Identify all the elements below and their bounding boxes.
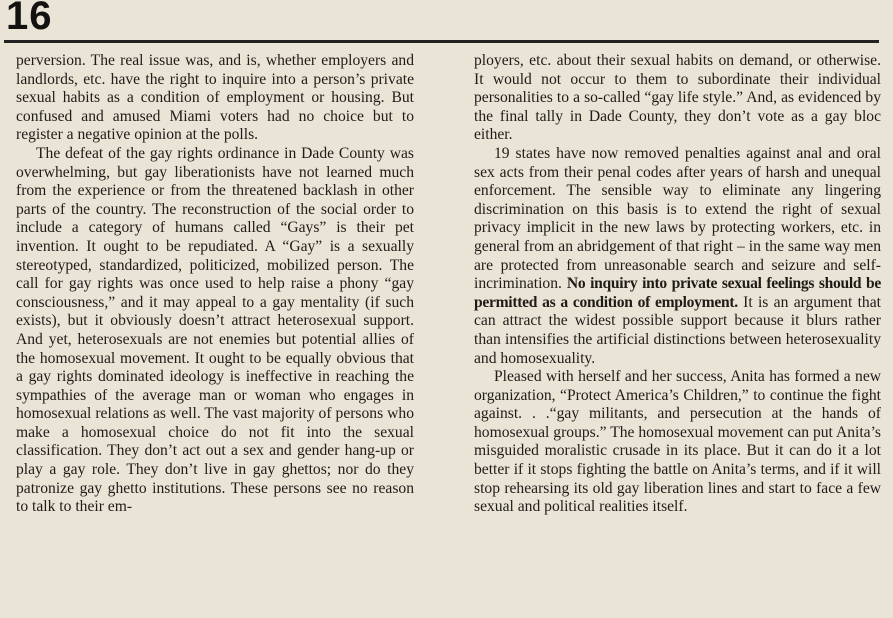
paragraph: Pleased with herself and her success, Anita has formed a new organization, “Protect America’s Children,” to continue the fight against. . .“gay militants, and persecution at the hands of homosexual groups.” The homosexual movement can put Anita’s misguided moralistic crusade in its place. But it can do it a lot better if it stops fighting the battle on Anita’s terms, and if it will stop rehearsing its old gay liberation lines and start to face a few sexual and political realities itself. [474,368,881,516]
paragraph: ployers, etc. about their sexual habits on demand, or otherwise. It would not occur to them to subordinate their individual personalities to a so-called “gay life style.” And, as evidenced by the final tally in Dade County, they don’t vote as a gay bloc either. [474,52,881,144]
paragraph: perversion. The real issue was, and is, whether employers and landlords, etc. have the right to inquire into a person’s private sexual habits as a condition of employment or housing. But confused and amused Miami voters had no choice but to register a negative opinion at the polls. [16,52,414,144]
paragraph-text: It is an argument that can attract the widest possible support because it blurs rather than intensifies the artificial distinctions between heterosexuality and homosexuality. [474,293,881,367]
header-rule [4,40,879,43]
page-number: 16 [6,0,53,38]
paragraph-text: 19 states have now removed penalties against anal and oral sex acts from their penal codes after years of harsh and unequal enforcement. The sensible way to eliminate any lingering discrimination on this basis is to extend the right of sexual privacy implicit in the new laws by protecting workers, etc. in general from an abridgement of that right – in the same way men are protected from unreasonable search and seizure and self-incrimination. [474,144,881,293]
paragraph [474,145,881,368]
left-column [16,52,414,517]
paragraph: The defeat of the gay rights ordinance in Dade County was overwhelming, but gay liberationists have not learned much from the experience or from the threatened backlash in other parts of the country. The reconstruction of the social order to include a category of humans called “Gays” is their pet invention. It ought to be repudiated. A “Gay” is a sexually stereotyped, standardized, politicized, mobilized person. The call for gay rights was once used to help raise a phony “gay consciousness,” and it may appeal to a gay mentality (if such exists), but it obviously doesn’t attract heterosexual support. And yet, heterosexuals are not enemies but potential allies of the homosexual movement. It ought to be equally obvious that a gay rights dominated ideology is ineffective in reaching the sympathies of the average man or woman who engages in homosexual relations as well. The vast majority of persons who make a homosexual choice do not fit into the sexual classification. They don’t act out a sex and gender hang-up or play a gay role. They don’t live in gay ghettos; nor do they patronize gay ghetto institutions. These persons see no reason to talk to their em- [16,144,414,516]
emphasized-text: No inquiry into private sexual feelings should be permitted as a condition of employment. [474,275,881,311]
right-column [474,52,881,517]
